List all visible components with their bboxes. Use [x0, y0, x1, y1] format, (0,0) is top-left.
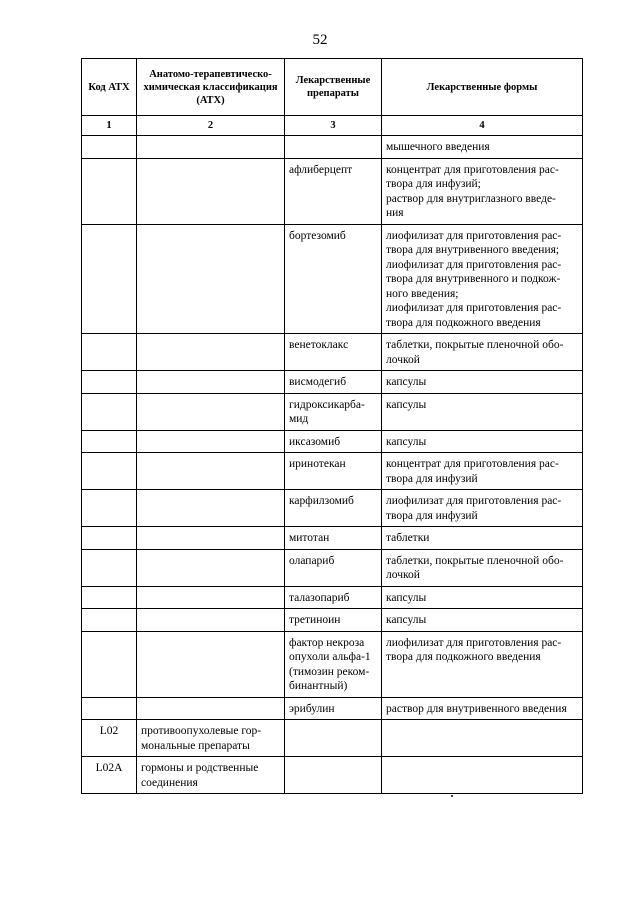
drug-name-cell: иринотекан: [285, 453, 382, 490]
table-row: [82, 697, 583, 720]
atc-class-cell: [137, 586, 285, 609]
atc-code-cell: [82, 136, 137, 159]
table-row: [82, 136, 583, 159]
table-row: [82, 334, 583, 371]
table-row: [82, 490, 583, 527]
drug-name-cell: афлиберцепт: [285, 158, 382, 224]
drug-name-cell: карфилзомиб: [285, 490, 382, 527]
atc-class-cell: [137, 549, 285, 586]
atc-drug-table: [81, 58, 583, 794]
dosage-form-cell: лиофилизат для приготовления рас- твора для внутривенного введения; лиофилизат для приготовления рас- твора для внутривенного и подкож- ного введения; лиофилизат для приготовления рас- твора для подкожного введения: [382, 224, 583, 334]
drug-name-cell: фактор некроза опухоли альфа-1 (тимозин реком- бинантный): [285, 631, 382, 697]
atc-code-cell: [82, 631, 137, 697]
atc-class-cell: [137, 393, 285, 430]
dosage-form-cell: раствор для внутривенного введения: [382, 697, 583, 720]
atc-class-cell: противоопухолевые гор- мональные препараты: [137, 720, 285, 757]
atc-code-cell: [82, 430, 137, 453]
table-row: [82, 371, 583, 394]
table-row: [82, 393, 583, 430]
header-atc-code: Код АТХ: [82, 59, 137, 116]
drug-name-cell: талазопариб: [285, 586, 382, 609]
drug-name-cell: митотан: [285, 527, 382, 550]
drug-name-cell: эрибулин: [285, 697, 382, 720]
table-row: [82, 158, 583, 224]
atc-class-cell: [137, 609, 285, 632]
atc-class-cell: [137, 430, 285, 453]
dosage-form-cell: концентрат для приготовления рас- твора для инфузий; раствор для внутриглазного введе- ния: [382, 158, 583, 224]
atc-code-cell: [82, 697, 137, 720]
atc-class-cell: [137, 136, 285, 159]
stray-mark: [451, 795, 453, 797]
column-number: 3: [285, 116, 382, 136]
atc-code-cell: [82, 453, 137, 490]
table-row: [82, 631, 583, 697]
atc-class-cell: [137, 490, 285, 527]
table-row: [82, 586, 583, 609]
table-header-row: [82, 59, 583, 116]
table-body: [82, 136, 583, 794]
page-number: 52: [312, 32, 328, 48]
drug-name-cell: иксазомиб: [285, 430, 382, 453]
atc-code-cell: [82, 609, 137, 632]
dosage-form-cell: таблетки: [382, 527, 583, 550]
column-number-row: [82, 116, 583, 136]
dosage-form-cell: капсулы: [382, 586, 583, 609]
atc-code-cell: [82, 586, 137, 609]
atc-class-cell: [137, 224, 285, 334]
dosage-form-cell: мышечного введения: [382, 136, 583, 159]
table-row: [82, 609, 583, 632]
column-number: 1: [82, 116, 137, 136]
drug-name-cell: венетоклакс: [285, 334, 382, 371]
drug-name-cell: [285, 136, 382, 159]
atc-code-cell: L02: [82, 720, 137, 757]
atc-code-cell: [82, 527, 137, 550]
atc-class-cell: [137, 697, 285, 720]
header-atc-classification: Анатомо-терапевтическо- химическая классификация (АТХ): [137, 59, 285, 116]
atc-code-cell: [82, 490, 137, 527]
drug-name-cell: [285, 720, 382, 757]
drug-name-cell: [285, 757, 382, 794]
atc-class-cell: [137, 631, 285, 697]
dosage-form-cell: капсулы: [382, 393, 583, 430]
column-number: 4: [382, 116, 583, 136]
dosage-form-cell: капсулы: [382, 430, 583, 453]
table-row: [82, 549, 583, 586]
atc-code-cell: L02A: [82, 757, 137, 794]
dosage-form-cell: капсулы: [382, 609, 583, 632]
drug-name-cell: олапариб: [285, 549, 382, 586]
drug-name-cell: гидроксикарба- мид: [285, 393, 382, 430]
drug-name-cell: бортезомиб: [285, 224, 382, 334]
column-number: 2: [137, 116, 285, 136]
dosage-form-cell: лиофилизат для приготовления рас- твора для инфузий: [382, 490, 583, 527]
atc-class-cell: [137, 334, 285, 371]
atc-code-cell: [82, 393, 137, 430]
dosage-form-cell: [382, 757, 583, 794]
atc-class-cell: [137, 371, 285, 394]
header-dosage-forms: Лекарственные формы: [382, 59, 583, 116]
dosage-form-cell: лиофилизат для приготовления рас- твора для подкожного введения: [382, 631, 583, 697]
drug-name-cell: висмодегиб: [285, 371, 382, 394]
dosage-form-cell: капсулы: [382, 371, 583, 394]
atc-class-cell: [137, 453, 285, 490]
atc-code-cell: [82, 158, 137, 224]
table-row: [82, 757, 583, 794]
atc-code-cell: [82, 334, 137, 371]
header-drugs: Лекарственные препараты: [285, 59, 382, 116]
drug-name-cell: третиноин: [285, 609, 382, 632]
table-row: [82, 224, 583, 334]
table-row: [82, 430, 583, 453]
dosage-form-cell: концентрат для приготовления рас- твора для инфузий: [382, 453, 583, 490]
atc-code-cell: [82, 224, 137, 334]
atc-code-cell: [82, 549, 137, 586]
table-row: [82, 453, 583, 490]
atc-class-cell: гормоны и родственные соединения: [137, 757, 285, 794]
table-row: [82, 527, 583, 550]
dosage-form-cell: [382, 720, 583, 757]
dosage-form-cell: таблетки, покрытые пленочной обо- лочкой: [382, 334, 583, 371]
atc-class-cell: [137, 158, 285, 224]
atc-class-cell: [137, 527, 285, 550]
atc-code-cell: [82, 371, 137, 394]
table-row: [82, 720, 583, 757]
dosage-form-cell: таблетки, покрытые пленочной обо- лочкой: [382, 549, 583, 586]
